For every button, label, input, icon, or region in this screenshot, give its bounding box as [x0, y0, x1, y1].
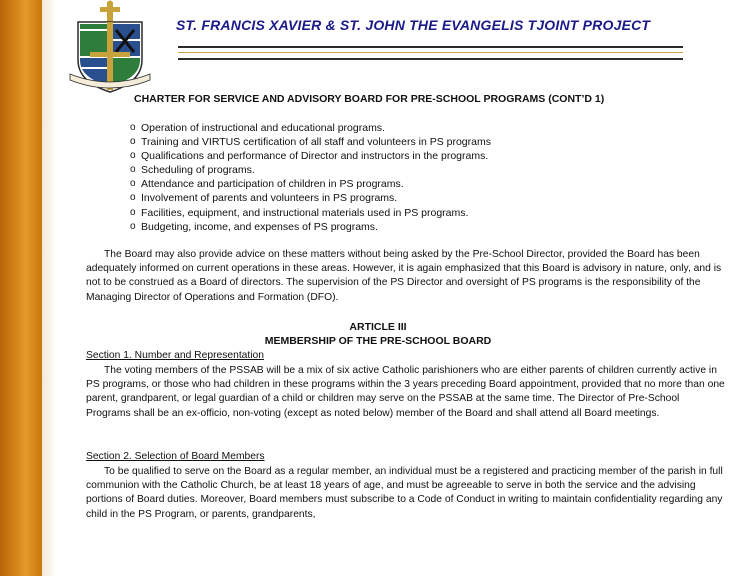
charter-title: CHARTER FOR SERVICE AND ADVISORY BOARD FOR PRE-SCHOOL PROGRAMS (CONT’D 1) [134, 93, 605, 105]
list-item [130, 191, 491, 205]
section-2-body: To be qualified to serve on the Board as a regular member, an individual must be a registered and practicing member of the parish in full communion with the Catholic Church, be at least 18 years of age, and must be agreeable to serve in both the service and the advising portions of Board duties. Moreover, Board members must subscribe to a Code of Conduct in writing to maintain confidentiality regarding any child in the PS Program, or parents, grandparents, [86, 466, 723, 520]
list-item-text: Budgeting, income, and expenses of PS programs. [141, 220, 378, 233]
article-title: MEMBERSHIP OF THE PRE-SCHOOL BOARD [264, 335, 492, 347]
list-item [130, 177, 491, 191]
circle-bullet-icon: o [130, 122, 136, 133]
article-number: ARTICLE III [349, 321, 407, 333]
circle-bullet-icon: o [130, 220, 136, 232]
section-1-body: The voting members of the PSSAB will be a mix of six active Catholic parishioners who are either parents of children currently active in PS programs, or those who had children in these programs within the 3 years preceding Board appointment, provided that no more than one parent, grandparent, or legal guardian of a child or children may serve on the PSSAB at the same time. The Director of Pre-School Programs shall be an ex-officio, non-voting (except as noted below) member of the Board and shall attend all Board meetings. [86, 365, 725, 419]
charter-bullet-list [130, 121, 491, 234]
parish-crest-icon [60, 0, 160, 96]
page-title: ST. FRANCIS XAVIER & ST. JOHN THE EVANGELIS TJOINT PROJECT [176, 17, 651, 33]
list-item-text: Qualifications and performance of Director and instructors in the programs. [141, 150, 489, 163]
list-item [130, 149, 491, 163]
charter-paragraph: The Board may also provide advice on these matters without being asked by the Pre-School Director, provided the Board has been adequately informed on current operations in these areas. However, it is again emphasized that this Board is advisory in nature, only, and is not to be construed as a Board of directors. The supervision of the PS Director and oversight of PS programs is the responsibility of the Managing Director of Operations and Formation (DFO). [86, 249, 722, 303]
header-rule [178, 46, 683, 48]
section-1-heading: Section 1. Number and Representation [86, 350, 265, 361]
circle-bullet-icon: o [130, 192, 136, 204]
list-item [130, 206, 491, 220]
circle-bullet-icon: o [130, 164, 136, 176]
header-rule-gold [178, 52, 683, 53]
circle-bullet-icon: o [130, 206, 136, 218]
sidebar-fade [42, 0, 56, 576]
list-item [130, 163, 491, 177]
list-item-text: Attendance and participation of children in PS programs. [141, 178, 404, 191]
list-item-text: Facilities, equipment, and instructional materials used in PS programs. [141, 206, 469, 219]
list-item-text: Scheduling of programs. [141, 164, 255, 177]
header-rule-bottom [178, 58, 683, 60]
circle-bullet-icon: o [130, 178, 136, 190]
section-2-heading: Section 2. Selection of Board Members [86, 451, 265, 462]
decorative-sidebar [0, 0, 42, 576]
list-item-text: Operation of instructional and educational programs. [141, 122, 385, 134]
circle-bullet-icon: o [130, 150, 136, 162]
list-item-text: Involvement of parents and volunteers in PS programs. [141, 192, 398, 205]
circle-bullet-icon: o [130, 136, 136, 148]
list-item [130, 135, 491, 149]
list-item [130, 121, 491, 135]
list-item-text: Training and VIRTUS certification of all staff and volunteers in PS programs [141, 136, 491, 149]
list-item [130, 220, 491, 234]
